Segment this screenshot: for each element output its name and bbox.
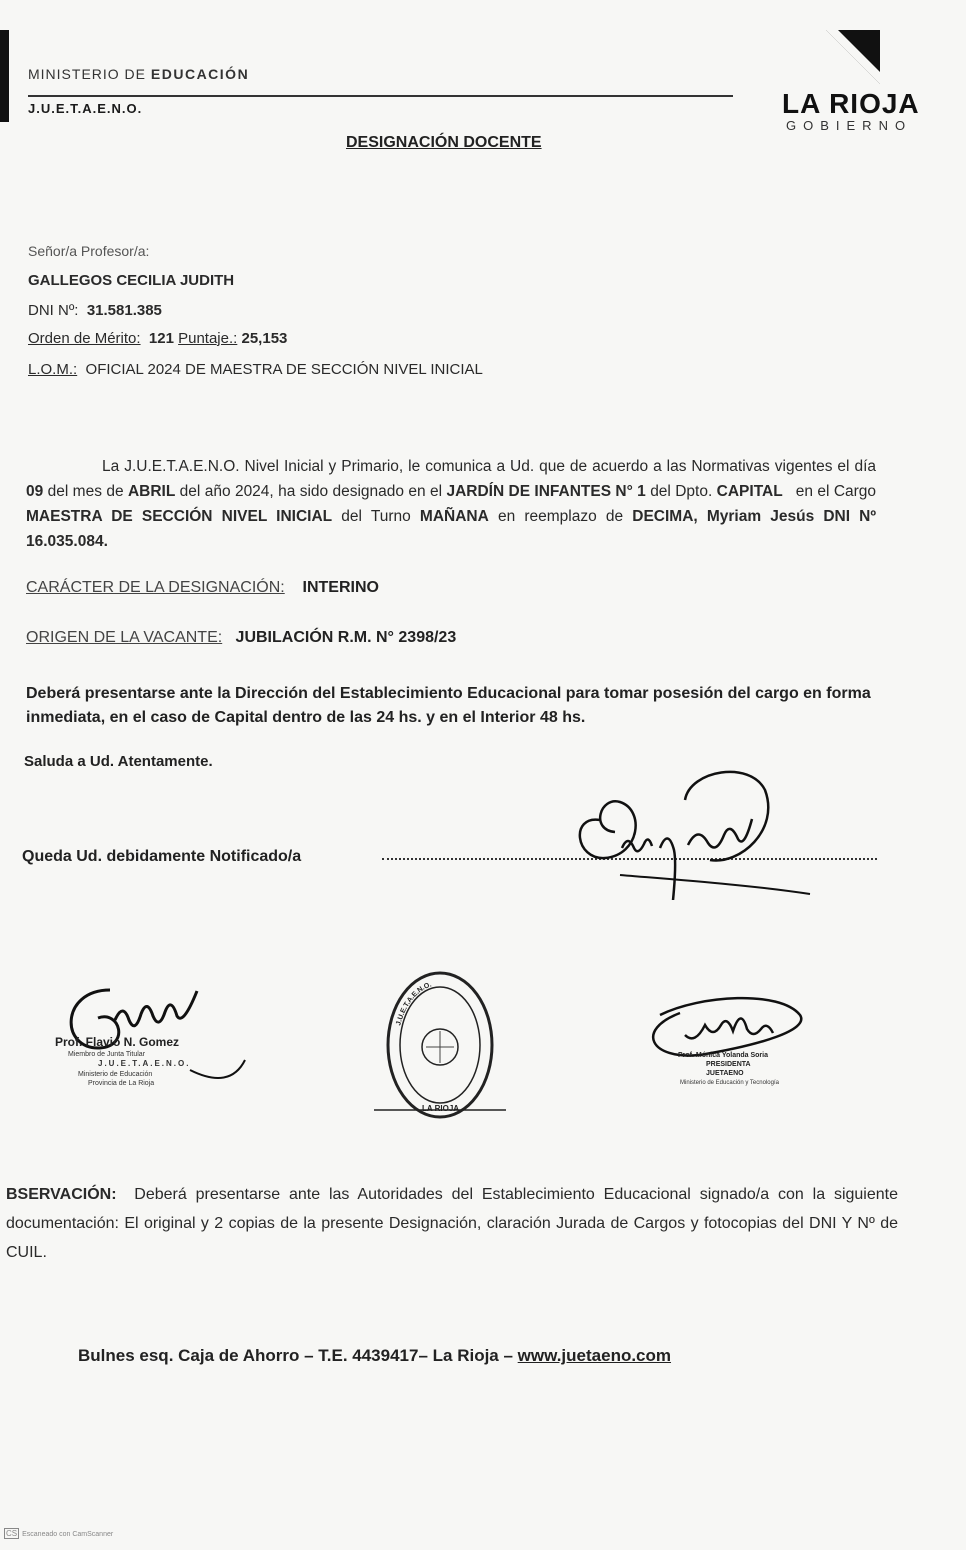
svg-text:J.U.E.T.A.E.N.O.: J.U.E.T.A.E.N.O. xyxy=(395,981,433,1027)
observation-label: BSERVACIÓN: xyxy=(6,1186,117,1203)
puntaje-label: Puntaje.: xyxy=(178,330,238,347)
salutation: Señor/a Profesor/a: xyxy=(28,243,150,259)
notified-line: Queda Ud. debidamente Notificado/a xyxy=(22,848,302,865)
lom-row xyxy=(28,361,483,378)
svg-text:LA RIOJA: LA RIOJA xyxy=(422,1104,460,1113)
observation-text: Deberá presentarse ante las Autoridades del Establecimiento Educacional signado/a con la siguiente documentación: El original y 2 copias de la presente Designación, claración Jurada de Cargos y fotocopias del DNI Y Nº de CUIL. xyxy=(6,1186,899,1261)
lom-label: L.O.M.: xyxy=(28,361,78,378)
document-title: DESIGNACIÓN DOCENTE xyxy=(346,134,542,151)
school-name: JARDÍN DE INFANTES N° 1 xyxy=(446,483,646,500)
designation-day: 09 xyxy=(26,483,44,500)
footer-address: Bulnes esq. Caja de Ahorro – T.E. 4439417– La Rioja – www.juetaeno.com xyxy=(78,1346,672,1365)
svg-text:Prof. Mónica Yolanda Soria: Prof. Mónica Yolanda Soria xyxy=(678,1052,768,1059)
svg-text:PRESIDENTA: PRESIDENTA xyxy=(706,1061,751,1068)
agency-name: J.U.E.T.A.E.N.O. xyxy=(28,101,143,116)
header-rule xyxy=(28,95,733,97)
dni-label: DNI Nº: xyxy=(28,302,79,319)
cargo: MAESTRA DE SECCIÓN NIVEL INICIAL xyxy=(26,508,333,525)
caracter-row xyxy=(26,579,379,597)
department: CAPITAL xyxy=(716,483,783,500)
website-link[interactable]: www.juetaeno.com xyxy=(517,1346,672,1365)
origen-label: ORIGEN DE LA VACANTE: xyxy=(26,629,223,646)
svg-text:Prof. Flavio N. Gomez: Prof. Flavio N. Gomez xyxy=(55,1035,180,1049)
svg-text:JUETAENO: JUETAENO xyxy=(706,1070,744,1077)
closing: Saluda a Ud. Atentamente. xyxy=(24,753,213,770)
origen-value: JUBILACIÓN R.M. N° 2398/23 xyxy=(235,629,457,646)
orden-value: 121 xyxy=(148,330,174,347)
svg-text:Ministerio de Educación: Ministerio de Educación xyxy=(78,1071,153,1078)
dni-value: 31.581.385 xyxy=(86,302,162,319)
right-signature xyxy=(640,985,820,1105)
svg-text:Ministerio de Educación y Tecn: Ministerio de Educación y Tecnología xyxy=(680,1080,779,1086)
caracter-label: CARÁCTER DE LA DESIGNACIÓN: xyxy=(26,579,285,596)
turno: MAÑANA xyxy=(419,508,489,525)
svg-text:Provincia de La Rioja: Provincia de La Rioja xyxy=(88,1080,155,1087)
caracter-value: INTERINO xyxy=(302,579,379,596)
orden-row xyxy=(28,330,287,347)
left-signature xyxy=(40,970,260,1100)
orden-label: Orden de Mérito: xyxy=(28,330,141,347)
ministry-name: MINISTERIO DE EDUCACIÓN xyxy=(28,66,250,82)
instruction-paragraph: Deberá presentarse ante la Dirección del Establecimiento Educacional para tomar posesión del cargo en forma inmediata, en el caso de Capital dentro de las 24 hs. y en el Interior 48 hs. xyxy=(26,685,871,726)
observation-paragraph xyxy=(6,1180,898,1267)
logo-subtitle: GOBIERNO xyxy=(786,118,913,133)
origen-row xyxy=(26,629,456,647)
logo-name: LA RIOJA xyxy=(782,88,920,119)
puntaje-value: 25,153 xyxy=(241,330,288,347)
recipient-name: GALLEGOS CECILIA JUDITH xyxy=(28,272,235,289)
scanner-watermark: CS Escaneado con CamScanner xyxy=(6,1529,114,1538)
reemplazo: DECIMA, Myriam Jesús DNI Nº 16.035.084. xyxy=(26,508,877,550)
svg-text:J.U.E.T.A.E.N.O.: J.U.E.T.A.E.N.O. xyxy=(98,1059,191,1068)
header-left-bar xyxy=(0,30,9,122)
lom-value: OFICIAL 2024 DE MAESTRA DE SECCIÓN NIVEL INICIAL xyxy=(85,361,483,378)
designation-paragraph: La J.U.E.T.A.E.N.O. Nivel Inicial y Primario, le comunica a Ud. que de acuerdo a las Normativas vigentes el día 09 del mes de ABRIL del año 2024, ha sido designado en el JARDÍN DE INFANTES N° 1 del Dpto. CAPITAL en el Cargo MAESTRA DE SECCIÓN NIVEL INICIAL del Turno MAÑANA en reemplazo de DECIMA, Myriam Jesús DNI Nº 16.035.084. xyxy=(26,458,877,550)
recipient-signature xyxy=(560,760,820,900)
official-stamp xyxy=(370,965,510,1125)
camscanner-icon: CS xyxy=(6,1529,18,1538)
svg-text:Miembro de Junta Titular: Miembro de Junta Titular xyxy=(68,1051,146,1058)
designation-month: ABRIL xyxy=(127,483,176,500)
dni-row xyxy=(28,302,162,319)
